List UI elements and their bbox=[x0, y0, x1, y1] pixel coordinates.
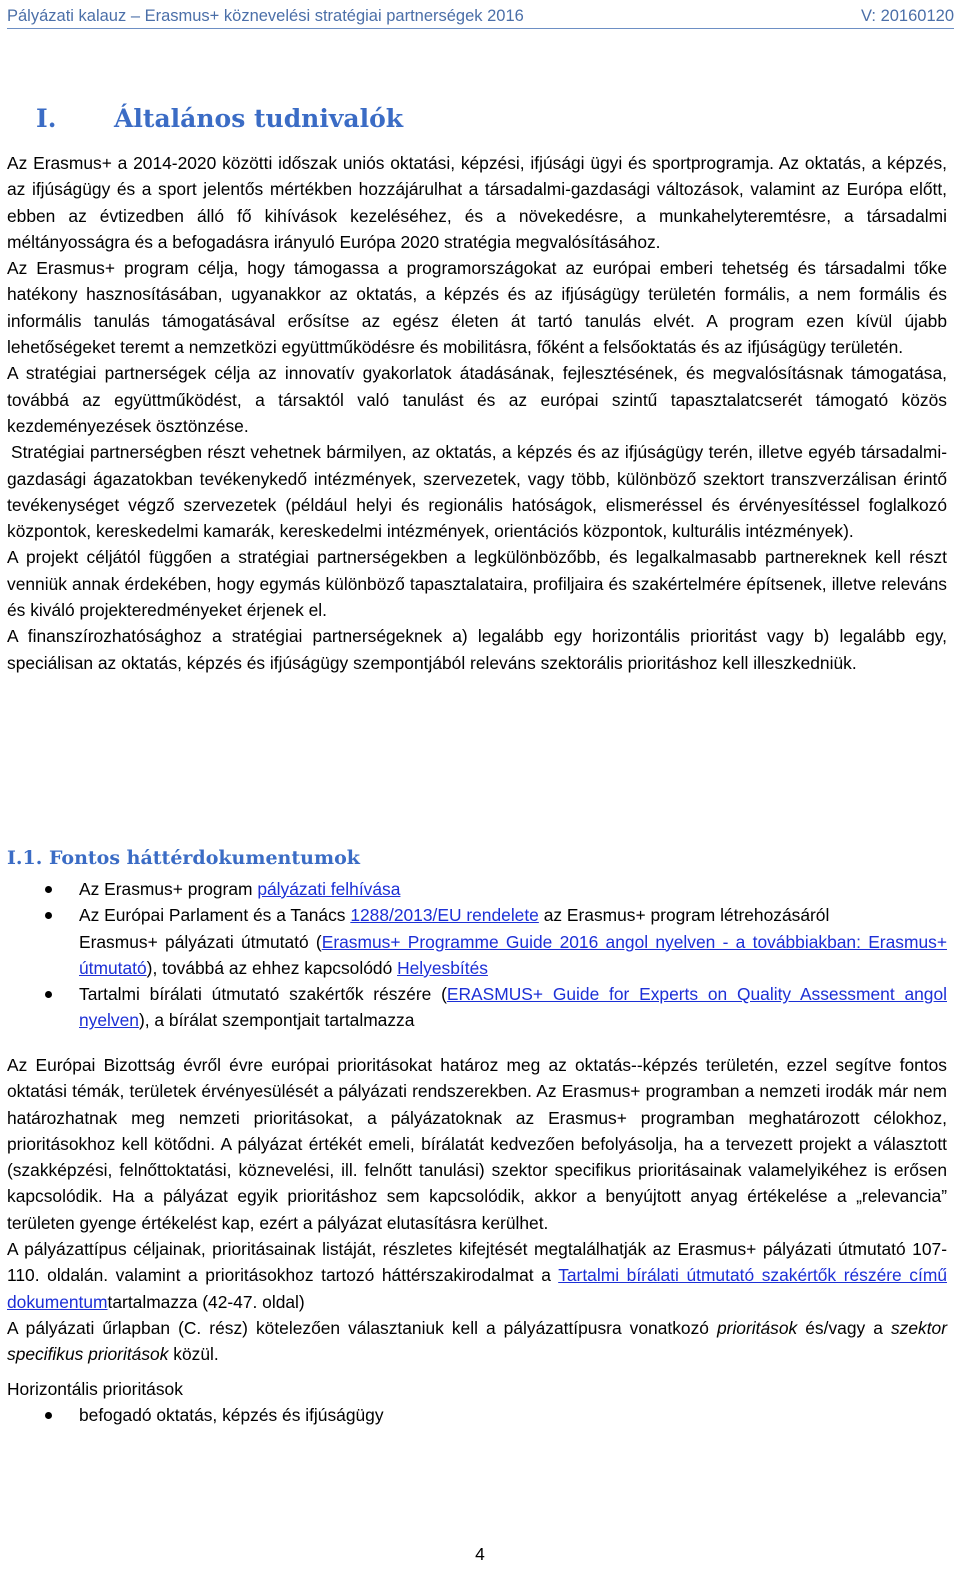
horizontal-priorities-heading: Horizontális prioritások bbox=[7, 1378, 183, 1399]
documents-list bbox=[7, 876, 947, 1034]
paragraph: Az Erasmus+ a 2014-2020 közötti időszak uniós oktatási, képzési, ifjúsági ügyi és sportprogramja. Az oktatás, a képzés, az ifjúságügy és a sport jelentős mértékben hozzájárulhat a társadalmi-gazdasági változások, valamint az Európa előtt, ebben az évtizedben álló fő kihívások kezeléséhez, és a növekedésre, a munkahelyteremtésre, a társadalmi méltányosságra és a befogadásra irányuló Európa 2020 stratégia megvalósításához. bbox=[7, 153, 947, 252]
header-title: Pályázati kalauz – Erasmus+ köznevelési stratégiai partnerségek 2016 bbox=[7, 7, 524, 25]
list-item: Az Európai Parlament és a Tanács 1288/2013/EU rendelete az Erasmus+ program létrehozásáról Erasmus+ pályázati útmutató (Erasmus+ Programme Guide 2016 angol nyelven - a továbbiakban: Erasmus+ útmutató), továbbá az ehhez kapcsolódó Helyesbítés bbox=[7, 902, 947, 981]
paragraph: Az Európai Bizottság évről évre európai prioritásokat határoz meg az oktatás--képzés területén, ezzel segítve fontos oktatási témák, területek érvényesülését a pályázati rendszerekben. Az Erasmus+ programban a nemzeti irodák már nem határozhatnak meg nemzeti prioritásokat, a pályázatoknak az Erasmus+ programban meghatározott célokhoz, prioritásokhoz kell kötődni. A pályázat értékét emeli, bírálatát kedvezően befolyásolja, ha a tervezett projekt a választott (szakképzési, felnőttoktatási, köznevelési, ill. felnőtt tanulási) szektor specifikus prioritásainak valamelyikéhez is erősen kapcsolódik. Ha a pályázat egyik prioritáshoz sem kapcsolódik, akkor a benyújtott anyag értékelése a „relevancia” területen gyenge értékelést kap, ezért a pályázat elutasításra kerülhet. bbox=[7, 1055, 947, 1233]
documents-list-block bbox=[7, 876, 947, 1034]
paragraph: Stratégiai partnerségben részt vehetnek bármilyen, az oktatás, a képzés és az ifjúságügy terén, illetve egyéb társadalmi-gazdasági ágazatokban tevékenykedő intézmények, szervezetek, vagy több, különböző szektort transzverzálisan érintő tevékenységet végző szervezetek (például helyi és regionális hatóságok, elismeréssel és érvényesítéssel foglalkozó központok, kereskedelmi kamarák, kereskedelmi intézmények, orientációs központok, kulturális intézmények). bbox=[7, 442, 947, 542]
section-title: Általános tudnivalók bbox=[114, 104, 404, 133]
call-link[interactable]: pályázati felhívása bbox=[257, 879, 401, 899]
header-version: V: 20160120 bbox=[861, 7, 954, 25]
paragraph: A pályázati űrlapban (C. rész) kötelezően választaniuk kell a pályázattípusra vonatkozó prioritások és/vagy a szektor specifikus prioritások közül. bbox=[7, 1317, 947, 1365]
paragraph: A finanszírozhatósághoz a stratégiai partnerségeknek a) legalább egy horizontális prioritást vagy b) legalább egy, speciálisan az oktatás, képzés és ifjúságügy szempontjából releváns szektorális prioritáshoz kell illeszkedniük. bbox=[7, 626, 947, 673]
experts-document-link[interactable]: Tartalmi bírálati útmutató szakértők részére című dokumentum bbox=[7, 1265, 947, 1312]
list-item: Az Erasmus+ program pályázati felhívása bbox=[7, 876, 947, 902]
section-number: I. bbox=[36, 104, 57, 133]
priorities-block bbox=[7, 1052, 947, 1428]
regulation-link[interactable]: 1288/2013/EU rendelete bbox=[350, 905, 539, 926]
paragraph: Az Erasmus+ program célja, hogy támogassa a programországokat az európai emberi tehetség és társadalmi tőke hatékony hasznosításában, ugyanakkor az oktatás, a képzés és az ifjúságügy területén formális, a nem formális és informális tanulás támogatásával erősítse az egész életen át tartó tanulás elvét. A program ezen kívül újabb lehetőségeket teremt a nemzetközi együttműködésre és mobilitásra, főként a felsőoktatás és az ifjúságügy területén. bbox=[7, 258, 947, 358]
list-item: Tartalmi bírálati útmutató szakértők részére (ERASMUS+ Guide for Experts on Quality Assessment angol nyelven), a bírálat szempontjait tartalmazza bbox=[7, 981, 947, 1034]
section-heading bbox=[36, 104, 403, 133]
page-number: 4 bbox=[475, 1544, 485, 1564]
bullet-icon bbox=[45, 991, 52, 998]
paragraph: A pályázattípus céljainak, prioritásainak listáját, részletes kifejtését megtalálhatják az Erasmus+ pályázati útmutató 107-110. oldalán. valamint a prioritásokhoz tartozó háttérszakirodalmat a Tartalmi bírálati útmutató szakértők részére című dokumentumtartalmazza (42-47. oldal) bbox=[7, 1239, 947, 1312]
horizontal-priorities-list bbox=[7, 1402, 947, 1428]
paragraph: A stratégiai partnerségek célja az innovatív gyakorlatok átadásának, fejlesztésének, és megvalósításnak támogatása, továbbá az együttműködést, a társaktól való tanulást és az európai szintű tapasztalatcserét támogató közös kezdeményezések ösztönzése. bbox=[7, 363, 947, 436]
intro-block bbox=[7, 150, 947, 676]
list-item: befogadó oktatás, képzés és ifjúságügy bbox=[7, 1402, 947, 1428]
bullet-icon bbox=[45, 886, 52, 893]
bullet-icon bbox=[45, 1412, 52, 1419]
subsection-heading: I.1. Fontos háttérdokumentumok bbox=[7, 847, 360, 869]
corrigendum-link[interactable]: Helyesbítés bbox=[397, 957, 488, 978]
bullet-icon bbox=[45, 912, 52, 919]
paragraph: A projekt céljától függően a stratégiai partnerségekben a legkülönbözőbb, és legalkalmasabb partnereknek kell részt venniük annak érdekében, hogy egymás különböző tapasztalataira, profiljaira és szakértelmére építsenek, illetve releváns és kiváló projekteredményeket érjenek el. bbox=[7, 547, 947, 621]
experts-guide-link[interactable]: ERASMUS+ Guide for Experts on Quality Assessment angol nyelven bbox=[79, 984, 947, 1031]
running-header bbox=[7, 2, 954, 29]
programme-guide-link[interactable]: Erasmus+ Programme Guide 2016 angol nyelven - a továbbiakban: Erasmus+ útmutató bbox=[79, 931, 947, 978]
